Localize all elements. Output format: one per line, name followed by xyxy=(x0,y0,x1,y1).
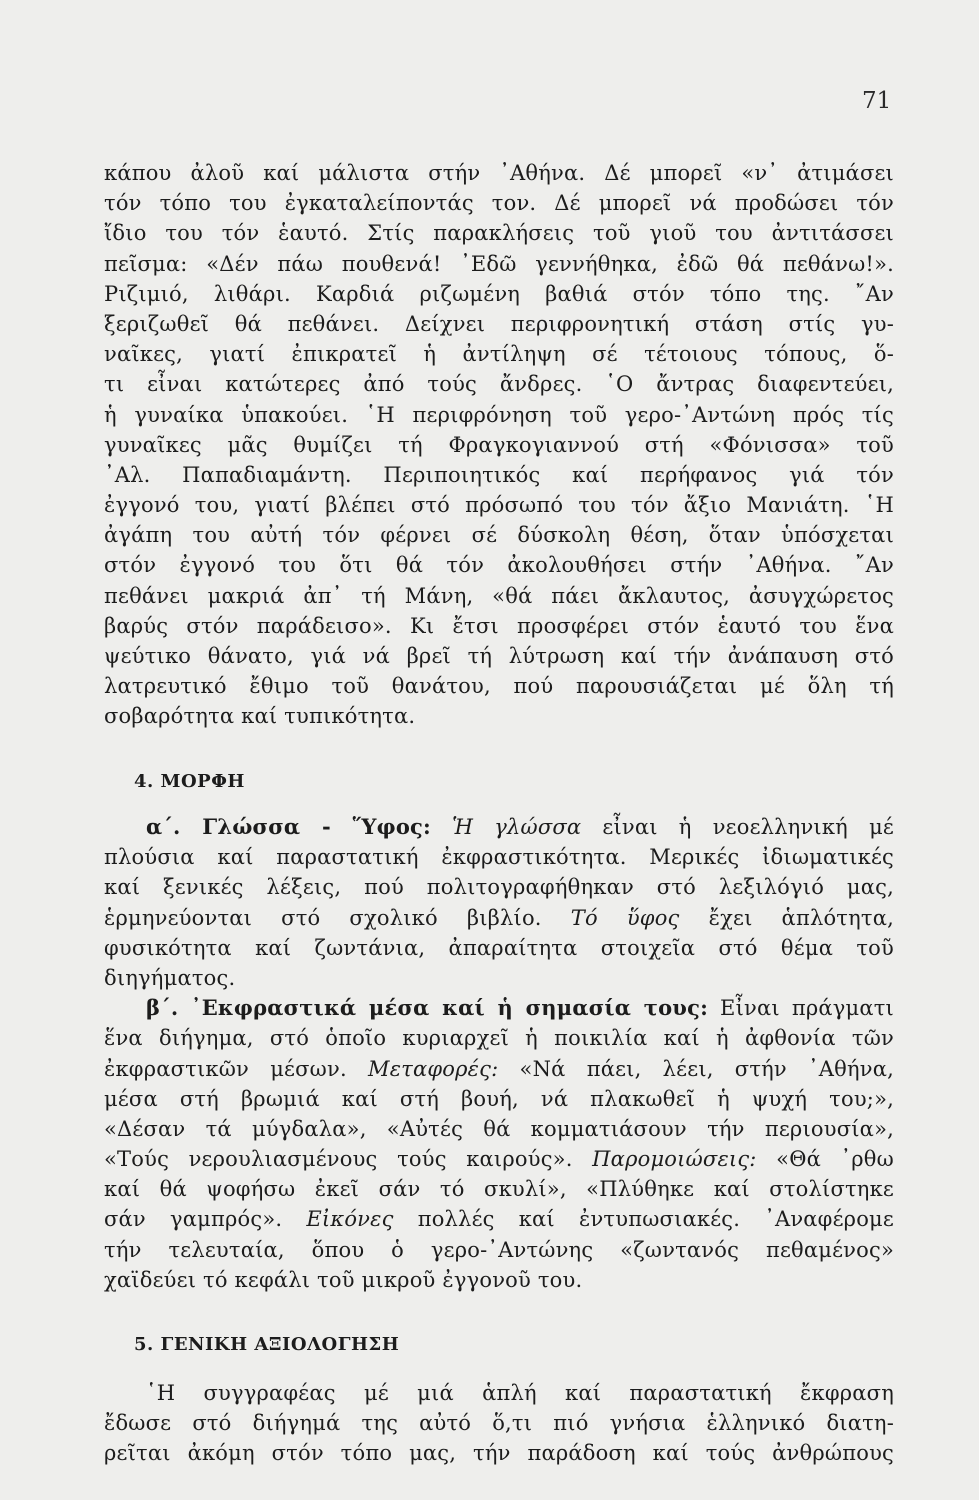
text-line: βαρύς στόν παράδεισο». Κι ἔτσι προσφέρει στόν ἑαυτό του ἕνα xyxy=(104,613,894,638)
text-line: διηγήματος. xyxy=(104,965,236,990)
subheading-ekfrastika: β΄. ᾿Εκφραστικά μέσα καί ἡ σημασία τους: xyxy=(146,995,709,1021)
text-line: φυσικότητα καί ζωντάνια, ἀπαραίτητα στοιχεῖα στό θέμα τοῦ xyxy=(104,935,894,960)
text-line: ῾Η συγγραφέας μέ μιά ἁπλή καί παραστατική ἔκφραση xyxy=(146,1381,894,1405)
section-heading-morfi: 4. ΜΟΡΦΗ xyxy=(134,771,245,792)
text-line: ἐγγονό του, γιατί βλέπει στό πρόσωπό του τόν ἄξιο Μανιάτη. ῾Η xyxy=(104,493,894,518)
text-line: ἴδιο του τόν ἑαυτό. Στίς παρακλήσεις τοῦ γιοῦ του ἀντιτάσσει xyxy=(104,221,894,246)
text-line: γυναῖκες μᾶς θυμίζει τή Φραγκογιαννού στή «Φόνισσα» τοῦ xyxy=(104,432,894,457)
text-line: ξεριζωθεῖ θά πεθάνει. Δείχνει περιφρονητική στάση στίς γυ- xyxy=(104,311,894,336)
text-line: ρεῖται ἀκόμη στόν τόπο μας, τήν παράδοση καί τούς ἀνθρώπους xyxy=(104,1441,894,1466)
text-line: Ριζιμιό, λιθάρι. Καρδιά ριζωμένη βαθιά στόν τόπο της. ῎Αν xyxy=(104,281,894,306)
text-line: ψεύτικο θάνατο, γιά νά βρεῖ τή λύτρωση καί τήν ἀνάπαυση στό xyxy=(104,644,894,668)
text-line: ἔδωσε στό διήγημά της αὐτό ὅ,τι πιό γνήσια ἑλληνικό διατη- xyxy=(104,1411,894,1436)
text-line: «Τούς νερουλιασμένους τούς καιρούς». Παρομοιώσεις: «Θά ᾽ρθω xyxy=(104,1147,894,1172)
text-line: ἀγάπη του αὐτή τόν φέρνει σέ δύσκολη θέση, ὅταν ὑπόσχεται xyxy=(104,523,894,548)
text-line: πεθάνει μακριά ἀπ᾿ τή Μάνη, «θά πάει ἄκλαυτος, ἀσυγχώρετος xyxy=(104,583,894,608)
character-analysis-paragraph xyxy=(104,158,894,732)
text-line: τόν τόπο του ἐγκαταλείποντάς τον. Δέ μπορεῖ νά προδώσει τόν xyxy=(104,191,894,216)
text-line: α΄. Γλώσσα - Ὕφος: Ἡ γλώσσα εἶναι ἡ νεοελληνική μέ xyxy=(146,814,894,839)
section-heading-geniki: 5. ΓΕΝΙΚΗ ΑΞΙΟΛΟΓΗΣΗ xyxy=(134,1334,400,1355)
text-line: ἕνα διήγημα, στό ὁποῖο κυριαρχεῖ ἡ ποικιλία καί ἡ ἀφθονία τῶν xyxy=(104,1026,894,1051)
text-line: τι εἶναι κατώτερες ἀπό τούς ἄνδρες. ῾Ο ἄντρας διαφεντεύει, xyxy=(104,372,894,397)
text-line: καί ξενικές λέξεις, πού πολιτογραφήθηκαν στό λεξιλόγιό μας, xyxy=(104,875,894,900)
text-line: ἑρμηνεύονται στό σχολικό βιβλίο. Τό ὕφος ἔχει ἁπλότητα, xyxy=(104,905,894,930)
text-line: σοβαρότητα καί τυπικότητα. xyxy=(104,704,416,729)
text-line: «Δέσαν τά μύγδαλα», «Αὐτές θά κομματιάσουν τήν περιουσία», xyxy=(104,1116,894,1141)
text-line: στόν ἐγγονό του ὅτι θά τόν ἀκολουθήσει στήν ᾿Αθήνα. ῎Αν xyxy=(104,553,894,578)
text-line: καί θά ψοφήσω ἐκεῖ σάν τό σκυλί», «Πλύθηκε καί στολίστηκε xyxy=(104,1177,894,1202)
text-line: πεῖσμα: «Δέν πάω πουθενά! ᾿Εδῶ γεννήθηκα, ἐδῶ θά πεθάνω!». xyxy=(104,251,894,276)
morfi-section xyxy=(104,812,894,1295)
text-line: πλούσια καί παραστατική ἐκφραστικότητα. Μερικές ἰδιωματικές xyxy=(104,845,894,870)
subheading-glossa: α΄. Γλώσσα - Ὕφος: xyxy=(146,814,431,839)
text-line: τήν τελευταία, ὅπου ὁ γερο-᾿Αντώνης «ζωντανός πεθαμένος» xyxy=(104,1237,894,1262)
text-line: κάπου ἀλοῦ καί μάλιστα στήν ᾿Αθήνα. Δέ μπορεῖ «ν᾿ ἀτιμάσει xyxy=(104,161,894,185)
evaluation-paragraph xyxy=(104,1378,894,1469)
text-line: χαϊδεύει τό κεφάλι τοῦ μικροῦ ἐγγονοῦ του. xyxy=(104,1267,583,1292)
text-line: β΄. ᾿Εκφραστικά μέσα καί ἡ σημασία τους: Εἶναι πράγματι xyxy=(146,995,894,1021)
text-line: σάν γαμπρός». Εἰκόνες πολλές καί ἐντυπωσιακές. ᾿Αναφέρομε xyxy=(104,1207,894,1232)
text-line: λατρευτικό ἔθιμο τοῦ θανάτου, πού παρουσιάζεται μέ ὅλη τή xyxy=(104,674,894,699)
text-line: ναῖκες, γιατί ἐπικρατεῖ ἡ ἀντίληψη σέ τέτοιους τόπους, ὅ- xyxy=(104,342,894,367)
text-line: μέσα στή βρωμιά καί στή βουή, νά πλακωθεῖ ἡ ψυχή του;», xyxy=(104,1086,894,1111)
text-line: ἡ γυναίκα ὑπακούει. ῾Η περιφρόνηση τοῦ γερο-᾿Αντώνη πρός τίς xyxy=(104,402,894,427)
page-number: 71 xyxy=(862,88,892,114)
text-line: ᾿Αλ. Παπαδιαμάντη. Περιποιητικός καί περήφανος γιά τόν xyxy=(104,462,894,487)
text-line: ἐκφραστικῶν μέσων. Μεταφορές: «Νά πάει, λέει, στήν ᾿Αθήνα, xyxy=(104,1056,894,1081)
